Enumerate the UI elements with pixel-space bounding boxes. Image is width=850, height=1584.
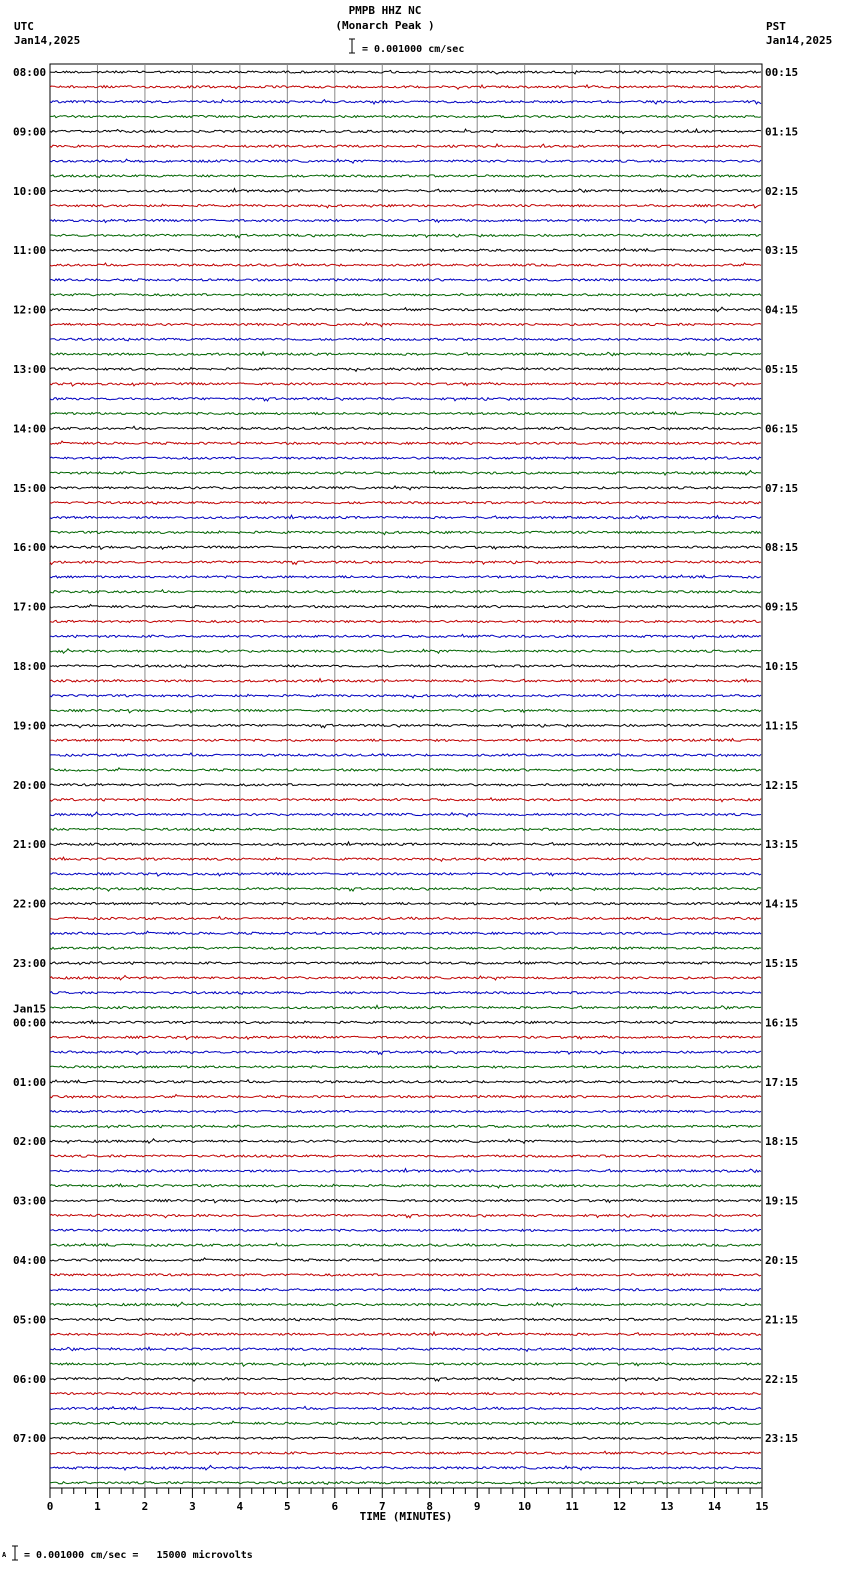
trace-69 bbox=[50, 1095, 761, 1099]
trace-22 bbox=[50, 397, 761, 401]
trace-39 bbox=[50, 649, 761, 654]
right-time-label-4: 04:15 bbox=[765, 303, 799, 317]
left-date: Jan14,2025 bbox=[14, 34, 81, 47]
trace-80 bbox=[50, 1258, 761, 1262]
trace-94 bbox=[50, 1466, 761, 1471]
trace-73 bbox=[50, 1155, 761, 1158]
trace-7 bbox=[50, 175, 761, 178]
trace-90 bbox=[50, 1406, 761, 1409]
left-time-label-20: 04:00 bbox=[13, 1254, 47, 1267]
trace-75 bbox=[50, 1184, 761, 1188]
right-time-label-18: 18:15 bbox=[765, 1135, 799, 1149]
left-time-label-16: 00:00 bbox=[13, 1016, 47, 1030]
x-tick-label-10: 10 bbox=[518, 1500, 532, 1513]
right-time-label-12: 12:15 bbox=[765, 778, 799, 792]
trace-37 bbox=[50, 620, 761, 623]
trace-44 bbox=[50, 724, 761, 728]
left-time-label-1: 09:00 bbox=[13, 125, 47, 139]
left-time-label-2: 10:00 bbox=[13, 184, 47, 198]
trace-13 bbox=[50, 263, 761, 267]
left-time-label-15: 23:00 bbox=[13, 957, 47, 970]
left-time-label-21: 05:00 bbox=[13, 1313, 47, 1327]
x-tick-label-5: 5 bbox=[284, 1500, 291, 1513]
trace-16 bbox=[50, 307, 761, 312]
right-time-label-3: 03:15 bbox=[765, 244, 799, 258]
trace-50 bbox=[50, 812, 761, 817]
trace-0 bbox=[50, 70, 761, 74]
trace-56 bbox=[50, 902, 761, 905]
trace-60 bbox=[50, 961, 761, 965]
trace-82 bbox=[50, 1288, 761, 1292]
trace-54 bbox=[50, 872, 761, 876]
trace-9 bbox=[50, 204, 761, 208]
x-tick-label-14: 14 bbox=[707, 1500, 722, 1513]
right-time-label-13: 13:15 bbox=[765, 838, 799, 852]
trace-85 bbox=[50, 1332, 761, 1336]
scale-label: = 0.001000 cm/sec bbox=[362, 44, 465, 55]
trace-19 bbox=[50, 352, 761, 356]
trace-30 bbox=[50, 515, 761, 519]
trace-52 bbox=[50, 842, 761, 846]
trace-48 bbox=[50, 784, 761, 786]
right-time-label-20: 20:15 bbox=[765, 1254, 799, 1267]
trace-45 bbox=[50, 739, 761, 742]
trace-6 bbox=[50, 159, 761, 163]
trace-84 bbox=[50, 1318, 761, 1321]
trace-61 bbox=[50, 976, 761, 981]
left-time-label-23: 07:00 bbox=[13, 1432, 47, 1446]
left-time-label-14: 22:00 bbox=[13, 897, 47, 911]
trace-33 bbox=[50, 561, 761, 565]
x-tick-label-6: 6 bbox=[331, 1500, 339, 1513]
trace-3 bbox=[50, 115, 761, 117]
trace-67 bbox=[50, 1066, 761, 1068]
left-date-label-16: Jan15 bbox=[13, 1002, 47, 1016]
trace-38 bbox=[50, 634, 761, 638]
trace-34 bbox=[50, 575, 761, 578]
trace-40 bbox=[50, 665, 761, 668]
trace-64 bbox=[50, 1021, 761, 1025]
right-time-label-14: 14:15 bbox=[765, 897, 799, 911]
trace-91 bbox=[50, 1421, 761, 1425]
x-tick-label-11: 11 bbox=[565, 1500, 579, 1513]
left-time-label-3: 11:00 bbox=[13, 244, 47, 258]
trace-25 bbox=[50, 441, 761, 444]
trace-15 bbox=[50, 294, 761, 297]
right-time-label-16: 16:15 bbox=[765, 1016, 799, 1030]
left-time-label-22: 06:00 bbox=[13, 1372, 47, 1386]
right-time-label-10: 10:15 bbox=[765, 660, 799, 673]
trace-47 bbox=[50, 768, 761, 772]
trace-17 bbox=[50, 323, 761, 327]
x-tick-label-0: 0 bbox=[46, 1500, 54, 1513]
left-time-label-12: 20:00 bbox=[13, 778, 47, 792]
right-time-label-5: 05:15 bbox=[765, 363, 799, 376]
trace-26 bbox=[50, 457, 761, 460]
trace-2 bbox=[50, 100, 761, 104]
trace-20 bbox=[50, 368, 761, 372]
trace-51 bbox=[50, 828, 761, 831]
right-time-label-15: 15:15 bbox=[765, 957, 799, 970]
left-time-label-0: 08:00 bbox=[13, 66, 47, 79]
trace-66 bbox=[50, 1051, 761, 1055]
trace-43 bbox=[50, 709, 761, 713]
right-timezone: PST bbox=[766, 20, 786, 33]
x-tick-label-3: 3 bbox=[189, 1500, 196, 1513]
trace-71 bbox=[50, 1125, 761, 1128]
x-tick-label-9: 9 bbox=[473, 1500, 481, 1513]
left-timezone: UTC bbox=[14, 20, 34, 33]
footer-scale-prefix: A bbox=[2, 1551, 7, 1559]
x-tick-label-2: 2 bbox=[141, 1500, 149, 1513]
trace-63 bbox=[50, 1005, 761, 1009]
trace-14 bbox=[50, 279, 761, 281]
trace-74 bbox=[50, 1169, 761, 1173]
right-time-label-8: 08:15 bbox=[765, 541, 799, 555]
trace-55 bbox=[50, 888, 761, 892]
left-time-label-9: 17:00 bbox=[13, 600, 47, 614]
trace-89 bbox=[50, 1393, 761, 1395]
right-time-label-11: 11:15 bbox=[765, 719, 799, 733]
trace-32 bbox=[50, 546, 761, 550]
trace-27 bbox=[50, 471, 761, 475]
right-time-label-9: 09:15 bbox=[765, 600, 799, 614]
right-time-label-19: 19:15 bbox=[765, 1194, 799, 1208]
left-time-label-8: 16:00 bbox=[13, 541, 47, 555]
trace-42 bbox=[50, 694, 761, 698]
left-time-label-4: 12:00 bbox=[13, 303, 47, 317]
trace-11 bbox=[50, 234, 761, 238]
trace-8 bbox=[50, 189, 761, 193]
trace-79 bbox=[50, 1243, 761, 1246]
left-time-label-19: 03:00 bbox=[13, 1194, 47, 1208]
x-tick-label-13: 13 bbox=[660, 1500, 674, 1513]
trace-35 bbox=[50, 590, 761, 594]
trace-87 bbox=[50, 1362, 761, 1366]
trace-23 bbox=[50, 412, 761, 415]
trace-83 bbox=[50, 1302, 761, 1307]
trace-81 bbox=[50, 1274, 761, 1276]
x-tick-label-8: 8 bbox=[426, 1500, 434, 1513]
trace-5 bbox=[50, 144, 761, 147]
trace-57 bbox=[50, 916, 761, 920]
right-time-label-2: 02:15 bbox=[765, 184, 799, 198]
trace-36 bbox=[50, 605, 761, 608]
trace-1 bbox=[50, 85, 761, 89]
station-title: PMPB HHZ NC bbox=[348, 4, 422, 17]
trace-78 bbox=[50, 1229, 761, 1231]
location-subtitle: (Monarch Peak ) bbox=[335, 19, 435, 32]
trace-12 bbox=[50, 248, 761, 251]
trace-29 bbox=[50, 502, 761, 505]
trace-49 bbox=[50, 798, 761, 802]
trace-62 bbox=[50, 992, 761, 995]
right-time-label-21: 21:15 bbox=[765, 1313, 799, 1327]
trace-95 bbox=[50, 1482, 761, 1485]
trace-46 bbox=[50, 753, 761, 757]
left-time-label-10: 18:00 bbox=[13, 660, 47, 673]
x-tick-label-1: 1 bbox=[94, 1500, 101, 1513]
trace-31 bbox=[50, 531, 761, 535]
right-time-label-22: 22:15 bbox=[765, 1372, 799, 1386]
x-tick-label-15: 15 bbox=[755, 1500, 769, 1513]
x-tick-label-4: 4 bbox=[236, 1500, 244, 1513]
trace-88 bbox=[50, 1378, 761, 1382]
left-time-label-18: 02:00 bbox=[13, 1135, 47, 1149]
right-time-label-6: 06:15 bbox=[765, 422, 799, 436]
x-axis-label: TIME (MINUTES) bbox=[359, 1510, 453, 1523]
trace-28 bbox=[50, 486, 761, 490]
left-time-label-7: 15:00 bbox=[13, 481, 47, 495]
right-time-label-1: 01:15 bbox=[765, 125, 799, 139]
left-time-label-6: 14:00 bbox=[13, 422, 47, 436]
trace-86 bbox=[50, 1347, 761, 1351]
right-date: Jan14,2025 bbox=[766, 34, 833, 47]
trace-58 bbox=[50, 931, 761, 934]
trace-70 bbox=[50, 1110, 761, 1112]
trace-24 bbox=[50, 426, 761, 430]
trace-72 bbox=[50, 1139, 761, 1144]
trace-4 bbox=[50, 129, 761, 134]
x-tick-label-7: 7 bbox=[378, 1500, 386, 1513]
left-time-label-5: 13:00 bbox=[13, 363, 47, 376]
left-time-label-17: 01:00 bbox=[13, 1075, 47, 1089]
right-time-label-0: 00:15 bbox=[765, 66, 799, 79]
x-tick-label-12: 12 bbox=[612, 1500, 627, 1513]
left-time-label-11: 19:00 bbox=[13, 719, 47, 733]
footer-scale-label: = 0.001000 cm/sec = 15000 microvolts bbox=[24, 1550, 253, 1561]
trace-92 bbox=[50, 1437, 761, 1439]
trace-18 bbox=[50, 338, 761, 341]
right-time-label-17: 17:15 bbox=[765, 1075, 799, 1089]
trace-53 bbox=[50, 857, 761, 861]
left-time-label-13: 21:00 bbox=[13, 838, 47, 852]
trace-10 bbox=[50, 219, 761, 223]
trace-77 bbox=[50, 1214, 761, 1218]
trace-68 bbox=[50, 1080, 761, 1083]
trace-59 bbox=[50, 947, 761, 949]
trace-65 bbox=[50, 1036, 761, 1040]
trace-93 bbox=[50, 1451, 761, 1454]
trace-41 bbox=[50, 679, 761, 683]
trace-21 bbox=[50, 382, 761, 386]
right-time-label-7: 07:15 bbox=[765, 481, 799, 495]
trace-76 bbox=[50, 1199, 761, 1203]
right-time-label-23: 23:15 bbox=[765, 1432, 799, 1446]
